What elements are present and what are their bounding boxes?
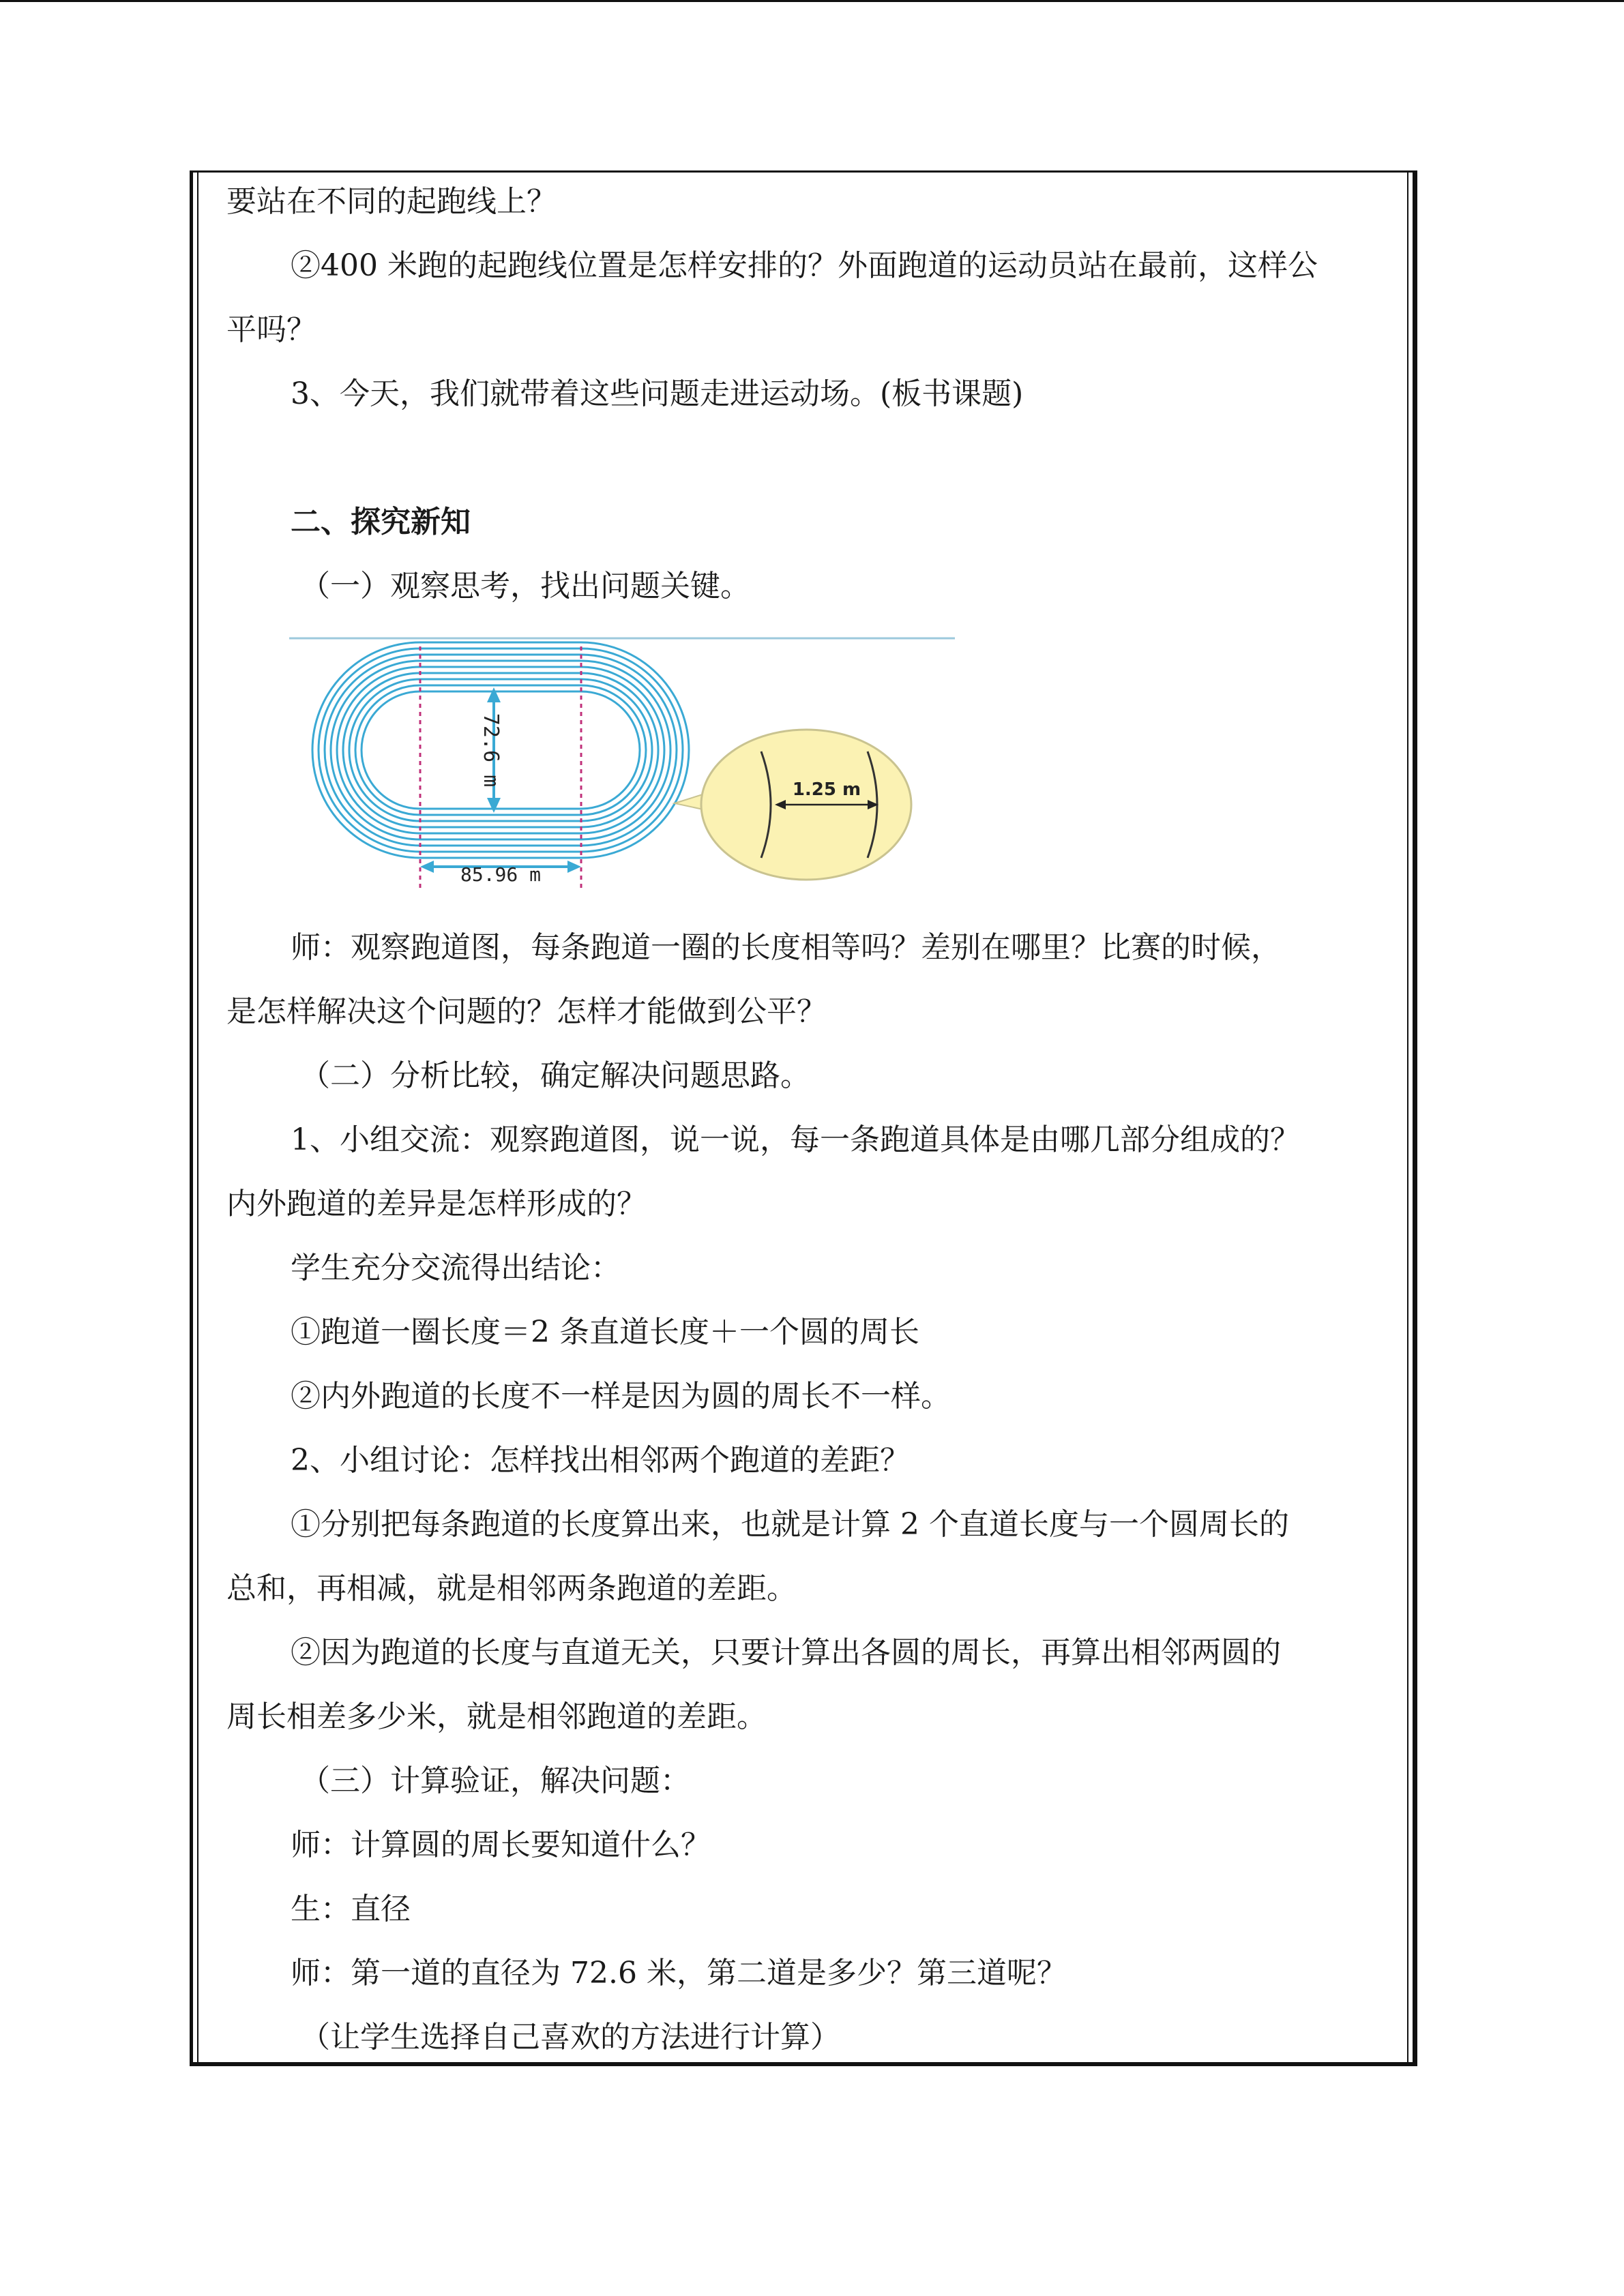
subsection-heading: （一）观察思考，找出问题关键。 <box>300 569 750 603</box>
track-diagram <box>289 634 955 893</box>
table-border-left-inner <box>197 170 198 2066</box>
diameter-label: 72.6 m <box>479 713 503 788</box>
subsection-heading: （二）分析比较，确定解决问题思路。 <box>300 1058 810 1093</box>
diameter-arrowhead-top <box>487 687 501 702</box>
text-line: （让学生选择自己喜欢的方法进行计算） <box>300 2020 840 2055</box>
table-border-left <box>190 170 193 2066</box>
text-line: 师：第一道的直径为 72.6 米，第二道是多少？第三道呢？ <box>291 1956 1067 1991</box>
top-rule <box>0 0 1624 2</box>
text-line: 周长相差多少米，就是相邻跑道的差距。 <box>226 1699 767 1734</box>
text-line: ②400 米跑的起跑线位置是怎样安排的？外面跑道的运动员站在最前，这样公 <box>291 248 1318 283</box>
table-border-right <box>1413 170 1417 2066</box>
text-line: ①分别把每条跑道的长度算出来，也就是计算 2 个直道长度与一个圆周长的 <box>291 1507 1289 1542</box>
straight-arrowhead-left <box>420 861 434 873</box>
text-line: ②内外跑道的长度不一样是因为圆的周长不一样。 <box>291 1379 951 1414</box>
text-line: ②因为跑道的长度与直道无关，只要计算出各圆的周长，再算出相邻两圆的 <box>291 1635 1281 1670</box>
text-line: 要站在不同的起跑线上？ <box>226 184 557 219</box>
straight-arrowhead-right <box>567 861 581 873</box>
table-border-bottom <box>190 2062 1417 2066</box>
text-line: 学生充分交流得出结论： <box>291 1251 621 1285</box>
diameter-arrowhead-bottom <box>487 798 501 813</box>
text-line: 3、今天，我们就带着这些问题走进运动场。(板书课题) <box>291 376 1024 411</box>
lane-width-label: 1.25 m <box>792 779 861 800</box>
text-line: ①跑道一圈长度＝2 条直道长度＋一个圆的周长 <box>291 1315 919 1350</box>
text-line: 平吗？ <box>226 312 316 347</box>
text-line: 总和，再相减，就是相邻两条跑道的差距。 <box>226 1571 797 1606</box>
text-line: 是怎样解决这个问题的？怎样才能做到公平？ <box>226 994 827 1029</box>
text-line: 内外跑道的差异是怎样形成的？ <box>226 1187 647 1221</box>
section-heading: 二、探究新知 <box>291 505 471 539</box>
text-line: 1、小组交流：观察跑道图，说一说，每一条跑道具体是由哪几部分组成的？ <box>291 1122 1300 1157</box>
text-line: 师：计算圆的周长要知道什么？ <box>291 1828 711 1862</box>
text-line: 生：直径 <box>291 1892 411 1926</box>
text-line: 2、小组讨论：怎样找出相邻两个跑道的差距？ <box>291 1443 910 1478</box>
subsection-heading: （三）计算验证，解决问题： <box>300 1763 690 1798</box>
text-line: 师：观察跑道图，每条跑道一圈的长度相等吗？差别在哪里？比赛的时候， <box>291 930 1281 965</box>
straight-label: 85.96 m <box>460 863 542 886</box>
table-border-top <box>190 170 1417 173</box>
table-border-right-inner <box>1407 170 1408 2066</box>
